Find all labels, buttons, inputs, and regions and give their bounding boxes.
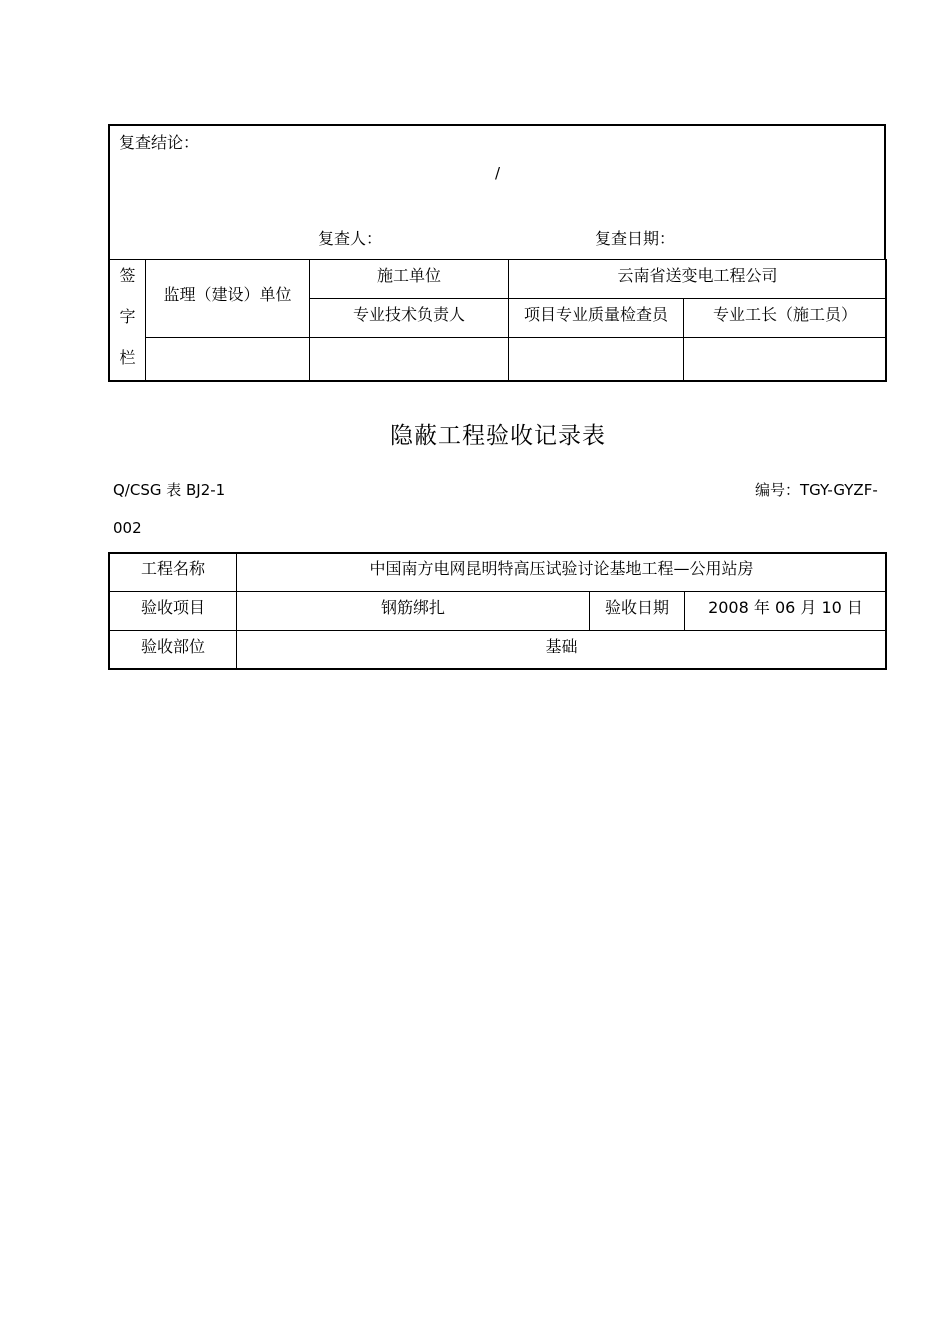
review-section: [108, 124, 886, 260]
quality-inspector-label: 项目专业质量检查员: [523, 304, 668, 324]
quality-inspector-signature-cell: [509, 338, 683, 380]
construction-unit-label: 施工单位: [376, 265, 441, 285]
tech-lead-label: 专业技术负责人: [352, 304, 465, 324]
project-name-label: 工程名称: [140, 558, 205, 578]
acceptance-part-label: 验收部位: [140, 636, 205, 656]
acceptance-date-label: 验收日期: [604, 597, 669, 617]
form-code: Q/CSG 表 BJ2-1: [113, 481, 226, 499]
document-number-continuation: 002: [113, 519, 142, 537]
acceptance-item-value: 钢筋绑扎: [380, 597, 445, 617]
review-date-label: 复查日期：: [595, 229, 676, 248]
tech-lead-signature-cell: [310, 338, 508, 380]
review-conclusion-label: 复查结论：: [119, 133, 200, 152]
signature-side-label-1: 签: [119, 265, 136, 285]
foreman-label: 专业工长（施工员）: [712, 304, 857, 324]
foreman-signature-cell: [684, 338, 886, 380]
acceptance-date-value: 2008 年 06 月 10 日: [708, 597, 863, 617]
review-conclusion-value: /: [495, 164, 501, 182]
supervisor-signature-cell: [146, 338, 309, 380]
supervisor-unit-label: 监理（建设）单位: [163, 284, 292, 304]
document-number-label: 编号：TGY-GYZF-: [755, 481, 878, 499]
document-title: 隐蔽工程验收记录表: [390, 423, 606, 449]
acceptance-item-label: 验收项目: [140, 597, 205, 617]
project-name-value: 中国南方电网昆明特高压试验讨论基地工程—公用站房: [369, 558, 754, 578]
acceptance-part-value: 基础: [545, 636, 578, 656]
reviewer-label: 复查人：: [318, 229, 383, 248]
signature-side-label-3: 栏: [119, 347, 136, 367]
signature-side-label-2: 字: [119, 306, 136, 326]
construction-unit-name: 云南省送变电工程公司: [617, 265, 778, 285]
